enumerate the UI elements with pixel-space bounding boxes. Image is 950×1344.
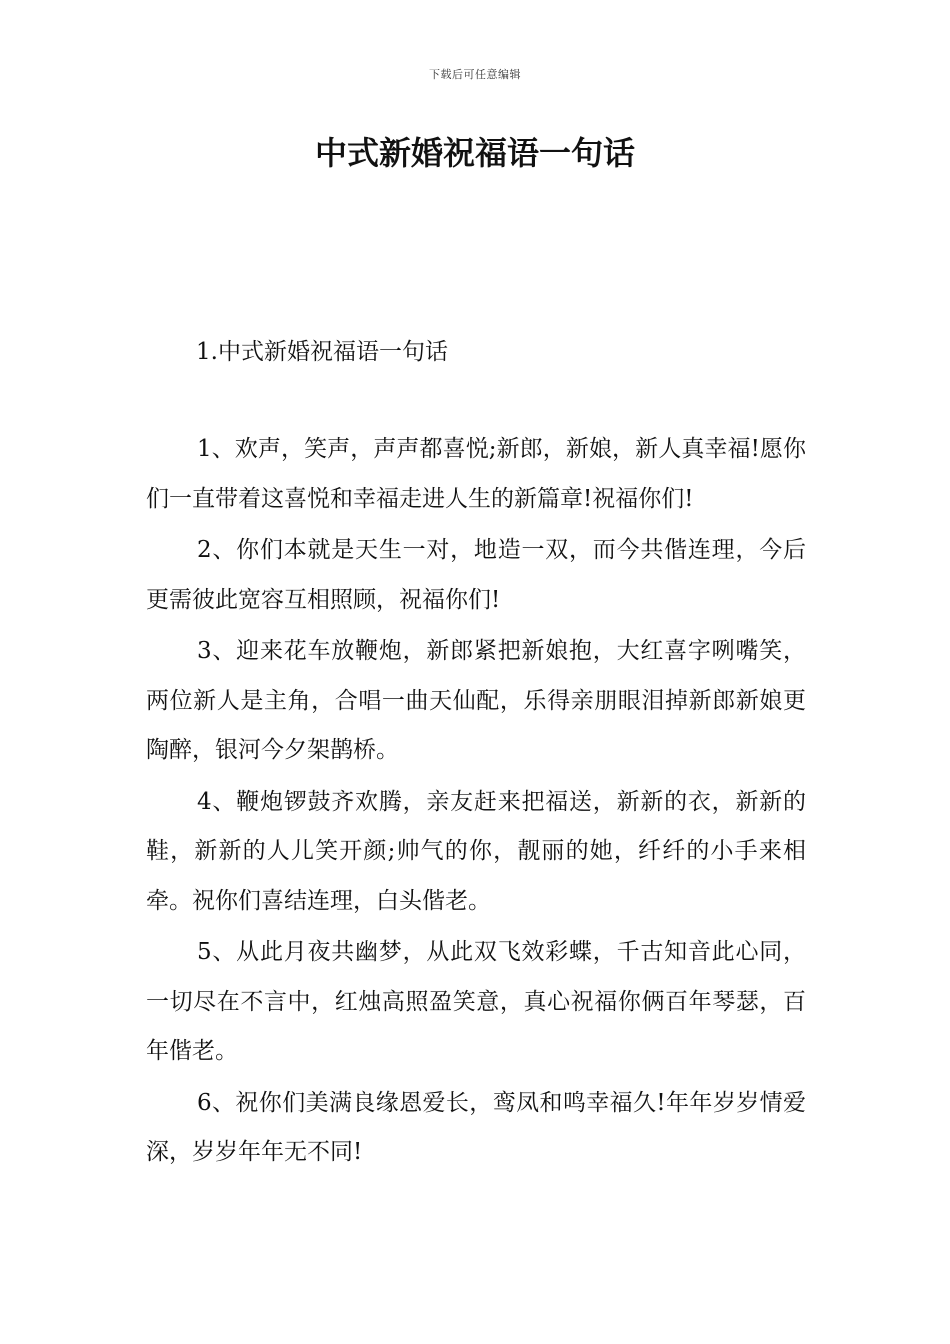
paragraph-1: 1、欢声，笑声，声声都喜悦;新郎，新娘，新人真幸福!愿你们一直带着这喜悦和幸福走进人生的新篇章!祝福你们!	[146, 436, 806, 512]
section-heading: 1.中式新婚祝福语一句话	[196, 339, 448, 365]
paragraph-5: 5、从此月夜共幽梦，从此双飞效彩蝶，千古知音此心同，一切尽在不言中，红烛高照盈笑意，真心祝福你俩百年琴瑟，百年偕老。	[146, 939, 806, 1064]
body-text	[146, 425, 806, 1180]
paragraph-2: 2、你们本就是天生一对，地造一双，而今共偕连理，今后更需彼此宽容互相照顾，祝福你们!	[146, 537, 806, 613]
document-title: 中式新婚祝福语一句话	[314, 134, 635, 172]
paragraph-6: 6、祝你们美满良缘恩爱长，鸾凤和鸣幸福久!年年岁岁情爱深，岁岁年年无不同!	[146, 1089, 806, 1165]
paragraph-4: 4、鞭炮锣鼓齐欢腾，亲友赶来把福送，新新的衣，新新的鞋，新新的人儿笑开颜;帅气的你，靓丽的她，纤纤的小手来相牵。祝你们喜结连理，白头偕老。	[146, 788, 806, 914]
header-note: 下载后可任意编辑	[429, 68, 521, 81]
paragraph-3: 3、迎来花车放鞭炮，新郎紧把新娘抱，大红喜字咧嘴笑，两位新人是主角，合唱一曲天仙配，乐得亲朋眼泪掉新郎新娘更陶醉，银河今夕架鹊桥。	[146, 638, 806, 763]
